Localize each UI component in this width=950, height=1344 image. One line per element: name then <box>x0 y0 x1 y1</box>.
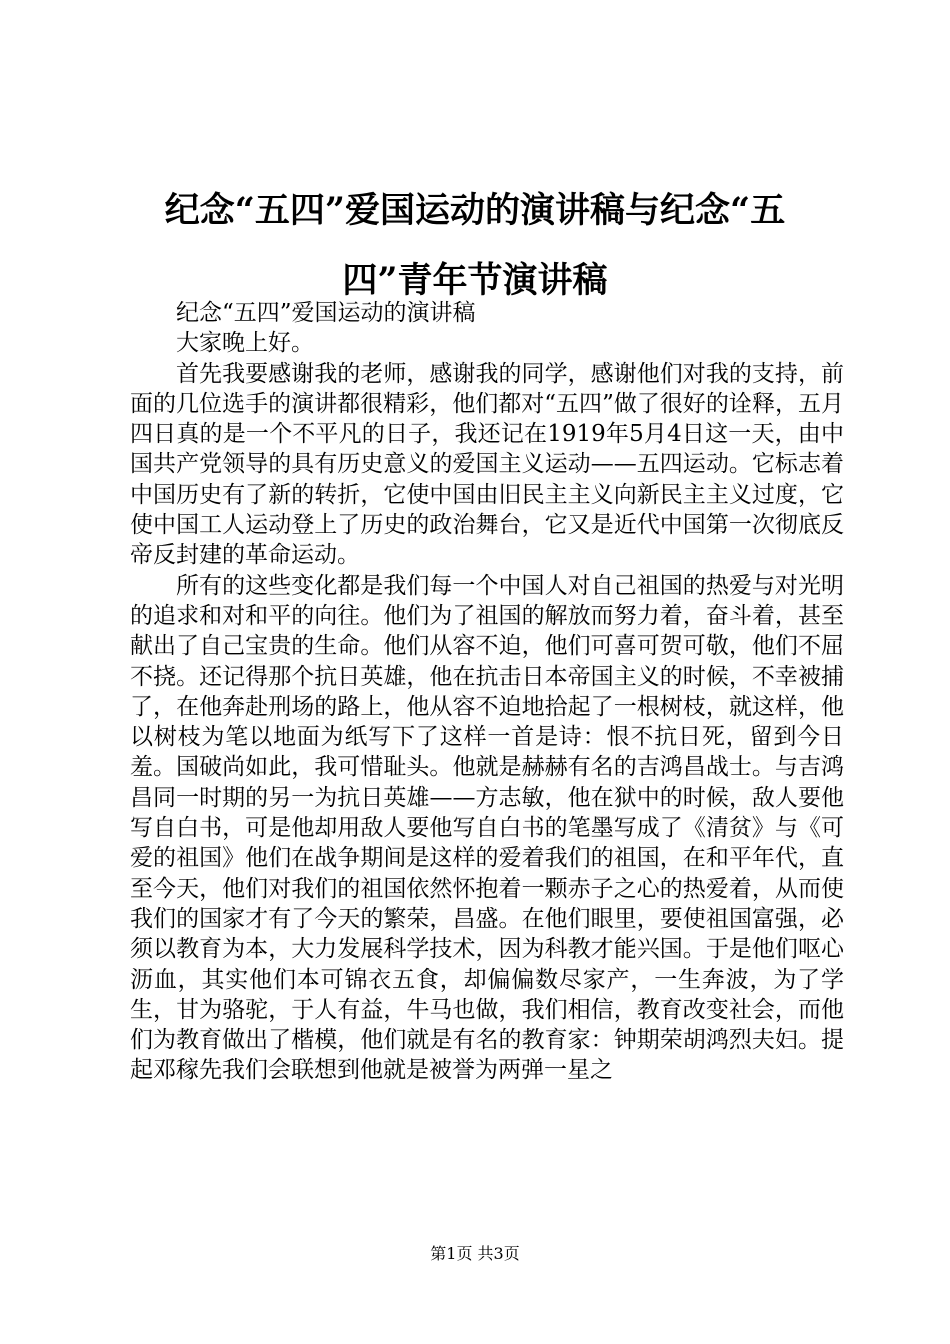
paragraph-2: 所有的这些变化都是我们每一个中国人对自己祖国的热爱与对光明的追求和对和平的向往。他们为了祖国的解放而努力着，奋斗着，甚至献出了自己宝贵的生命。他们从容不迫，他们可喜可贺可敬，他们不屈不挠。还记得那个抗日英雄，他在抗击日本帝国主义的时候，不幸被捕了，在他奔赴刑场的路上，他从容不迫地拾起了一根树枝，就这样，他以树枝为笔以地面为纸写下了这样一首是诗：恨不抗日死，留到今日羞。国破尚如此，我可惜耻头。他就是赫赫有名的吉鸿昌战士。与吉鸿昌同一时期的另一为抗日英雄——方志敏，他在狱中的时候，敌人要他写自白书，可是他却用敌人要他写自白书的笔墨写成了《清贫》与《可爱的祖国》他们在战争期间是这样的爱着我们的祖国，在和平年代，直至今天，他们对我们的祖国依然怀抱着一颗赤子之心的热爱着，从而使我们的国家才有了今天的繁荣，昌盛。在他们眼里，要使祖国富强，必须以教育为本，大力发展科学技术，因为科教才能兴国。于是他们呕心沥血，其实他们本可锦衣五食，却偏偏数尽家产，一生奔波，为了学生，甘为骆驼，于人有益，牛马也做，我们相信，教育改变社会，而他们为教育做出了楷模，他们就是有名的教育家：钟期荣胡鸿烈夫妇。提起邓稼先我们会联想到他就是被誉为两弹一星之 <box>130 572 844 1084</box>
document-body <box>130 298 844 1086</box>
title-line-1: 纪念“五四”爱国运动的演讲稿与纪念“五 <box>164 190 786 231</box>
title-line-2: 四”青年节演讲稿 <box>342 260 608 301</box>
paragraph-1: 首先我要感谢我的老师，感谢我的同学，感谢他们对我的支持，前面的几位选手的演讲都很精彩，他们都对“五四”做了很好的诠释，五月四日真的是一个不平凡的日子，我还记在1919年5月4日这一天，由中国共产党领导的具有历史意义的爱国主义运动——五四运动。它标志着中国历史有了新的转折，它使中国由旧民主主义向新民主主义过度，它使中国工人运动登上了历史的政治舞台，它又是近代中国第一次彻底反帝反封建的革命运动。 <box>130 360 844 569</box>
speech-subtitle: 纪念“五四”爱国运动的演讲稿 <box>176 300 476 326</box>
page-footer: 第1页 共3页 <box>430 1244 520 1263</box>
document-title <box>100 176 850 316</box>
greeting: 大家晚上好。 <box>176 330 314 357</box>
